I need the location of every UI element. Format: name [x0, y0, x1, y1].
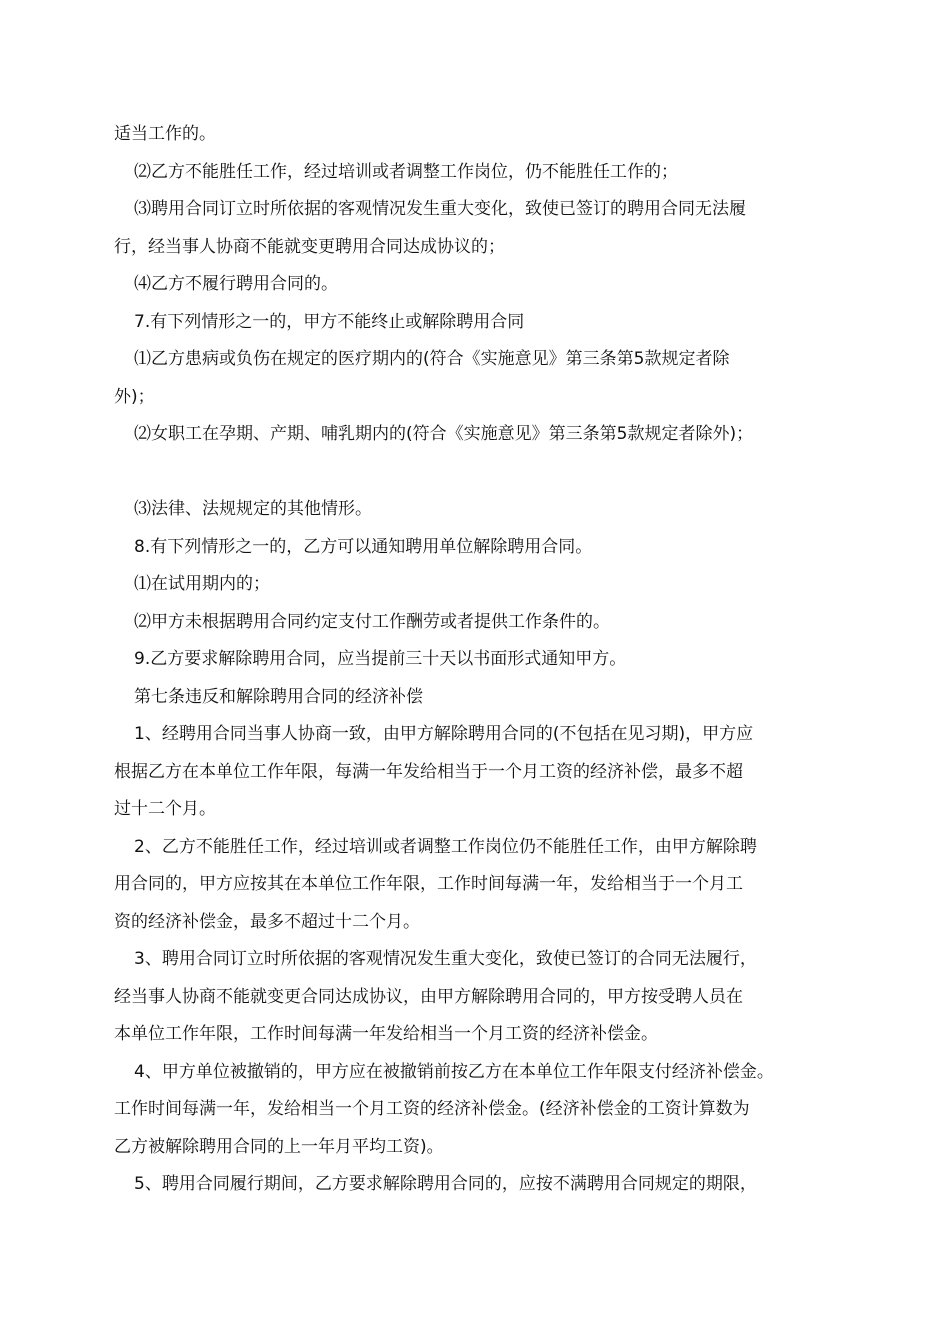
- blank-line: [114, 454, 854, 492]
- text-line: 资的经济补偿金，最多不超过十二个月。: [114, 911, 420, 932]
- text-line: ⑵甲方未根据聘用合同约定支付工作酬劳或者提供工作条件的。: [134, 611, 610, 632]
- text-line: 2、乙方不能胜任工作，经过培训或者调整工作岗位仍不能胜任工作，由甲方解除聘: [134, 836, 757, 857]
- text-line: ⑷乙方不履行聘用合同的。: [134, 274, 338, 294]
- text-line: 乙方被解除聘用合同的上一年月平均工资)。: [114, 1136, 444, 1157]
- text-line: 外)；: [114, 386, 155, 407]
- text-line: 7.有下列情形之一的，甲方不能终止或解除聘用合同: [134, 311, 525, 332]
- text-line: ⑴乙方患病或负伤在规定的医疗期内的(符合《实施意见》第三条第5款规定者除: [134, 349, 730, 369]
- text-line: 本单位工作年限，工作时间每满一年发给相当一个月工资的经济补偿金。: [114, 1024, 658, 1044]
- text-line: 1、经聘用合同当事人协商一致，由甲方解除聘用合同的(不包括在见习期)，甲方应: [134, 724, 754, 744]
- text-line: ⑵乙方不能胜任工作，经过培训或者调整工作岗位，仍不能胜任工作的；: [134, 161, 678, 182]
- text-line: 适当工作的。: [114, 124, 216, 144]
- text-line: 用合同的，甲方应按其在本单位工作年限，工作时间每满一年，发给相当于一个月工: [114, 874, 743, 894]
- text-line: 4、甲方单位被撤销的，甲方应在被撤销前按乙方在本单位工作年限支付经济补偿金。: [134, 1061, 774, 1082]
- section-heading: 第七条违反和解除聘用合同的经济补偿: [134, 686, 423, 707]
- text-line: 5、聘用合同履行期间，乙方要求解除聘用合同的，应按不满聘用合同规定的期限，: [134, 1174, 757, 1194]
- text-line: 根据乙方在本单位工作年限，每满一年发给相当于一个月工资的经济补偿，最多不超: [114, 761, 743, 782]
- text-line: 8.有下列情形之一的，乙方可以通知聘用单位解除聘用合同。: [134, 536, 593, 557]
- text-line: ⑵女职工在孕期、产期、哺乳期内的(符合《实施意见》第三条第5款规定者除外)；: [134, 424, 754, 444]
- text-line: 9.乙方要求解除聘用合同，应当提前三十天以书面形式通知甲方。: [134, 649, 627, 669]
- text-line: 经当事人协商不能就变更合同达成协议，由甲方解除聘用合同的，甲方按受聘人员在: [114, 986, 743, 1007]
- text-line: 行，经当事人协商不能就变更聘用合同达成协议的；: [114, 236, 505, 257]
- text-line: 3、聘用合同订立时所依据的客观情况发生重大变化，致使已签订的合同无法履行，: [134, 949, 757, 969]
- text-line: 过十二个月。: [114, 799, 216, 819]
- document-body: [114, 116, 854, 1204]
- text-line: 工作时间每满一年，发给相当一个月工资的经济补偿金。(经济补偿金的工资计算数为: [114, 1099, 750, 1119]
- text-line: ⑶法律、法规规定的其他情形。: [134, 499, 372, 519]
- text-line: ⑶聘用合同订立时所依据的客观情况发生重大变化，致使已签订的聘用合同无法履: [134, 199, 746, 219]
- text-line: ⑴在试用期内的；: [134, 574, 270, 594]
